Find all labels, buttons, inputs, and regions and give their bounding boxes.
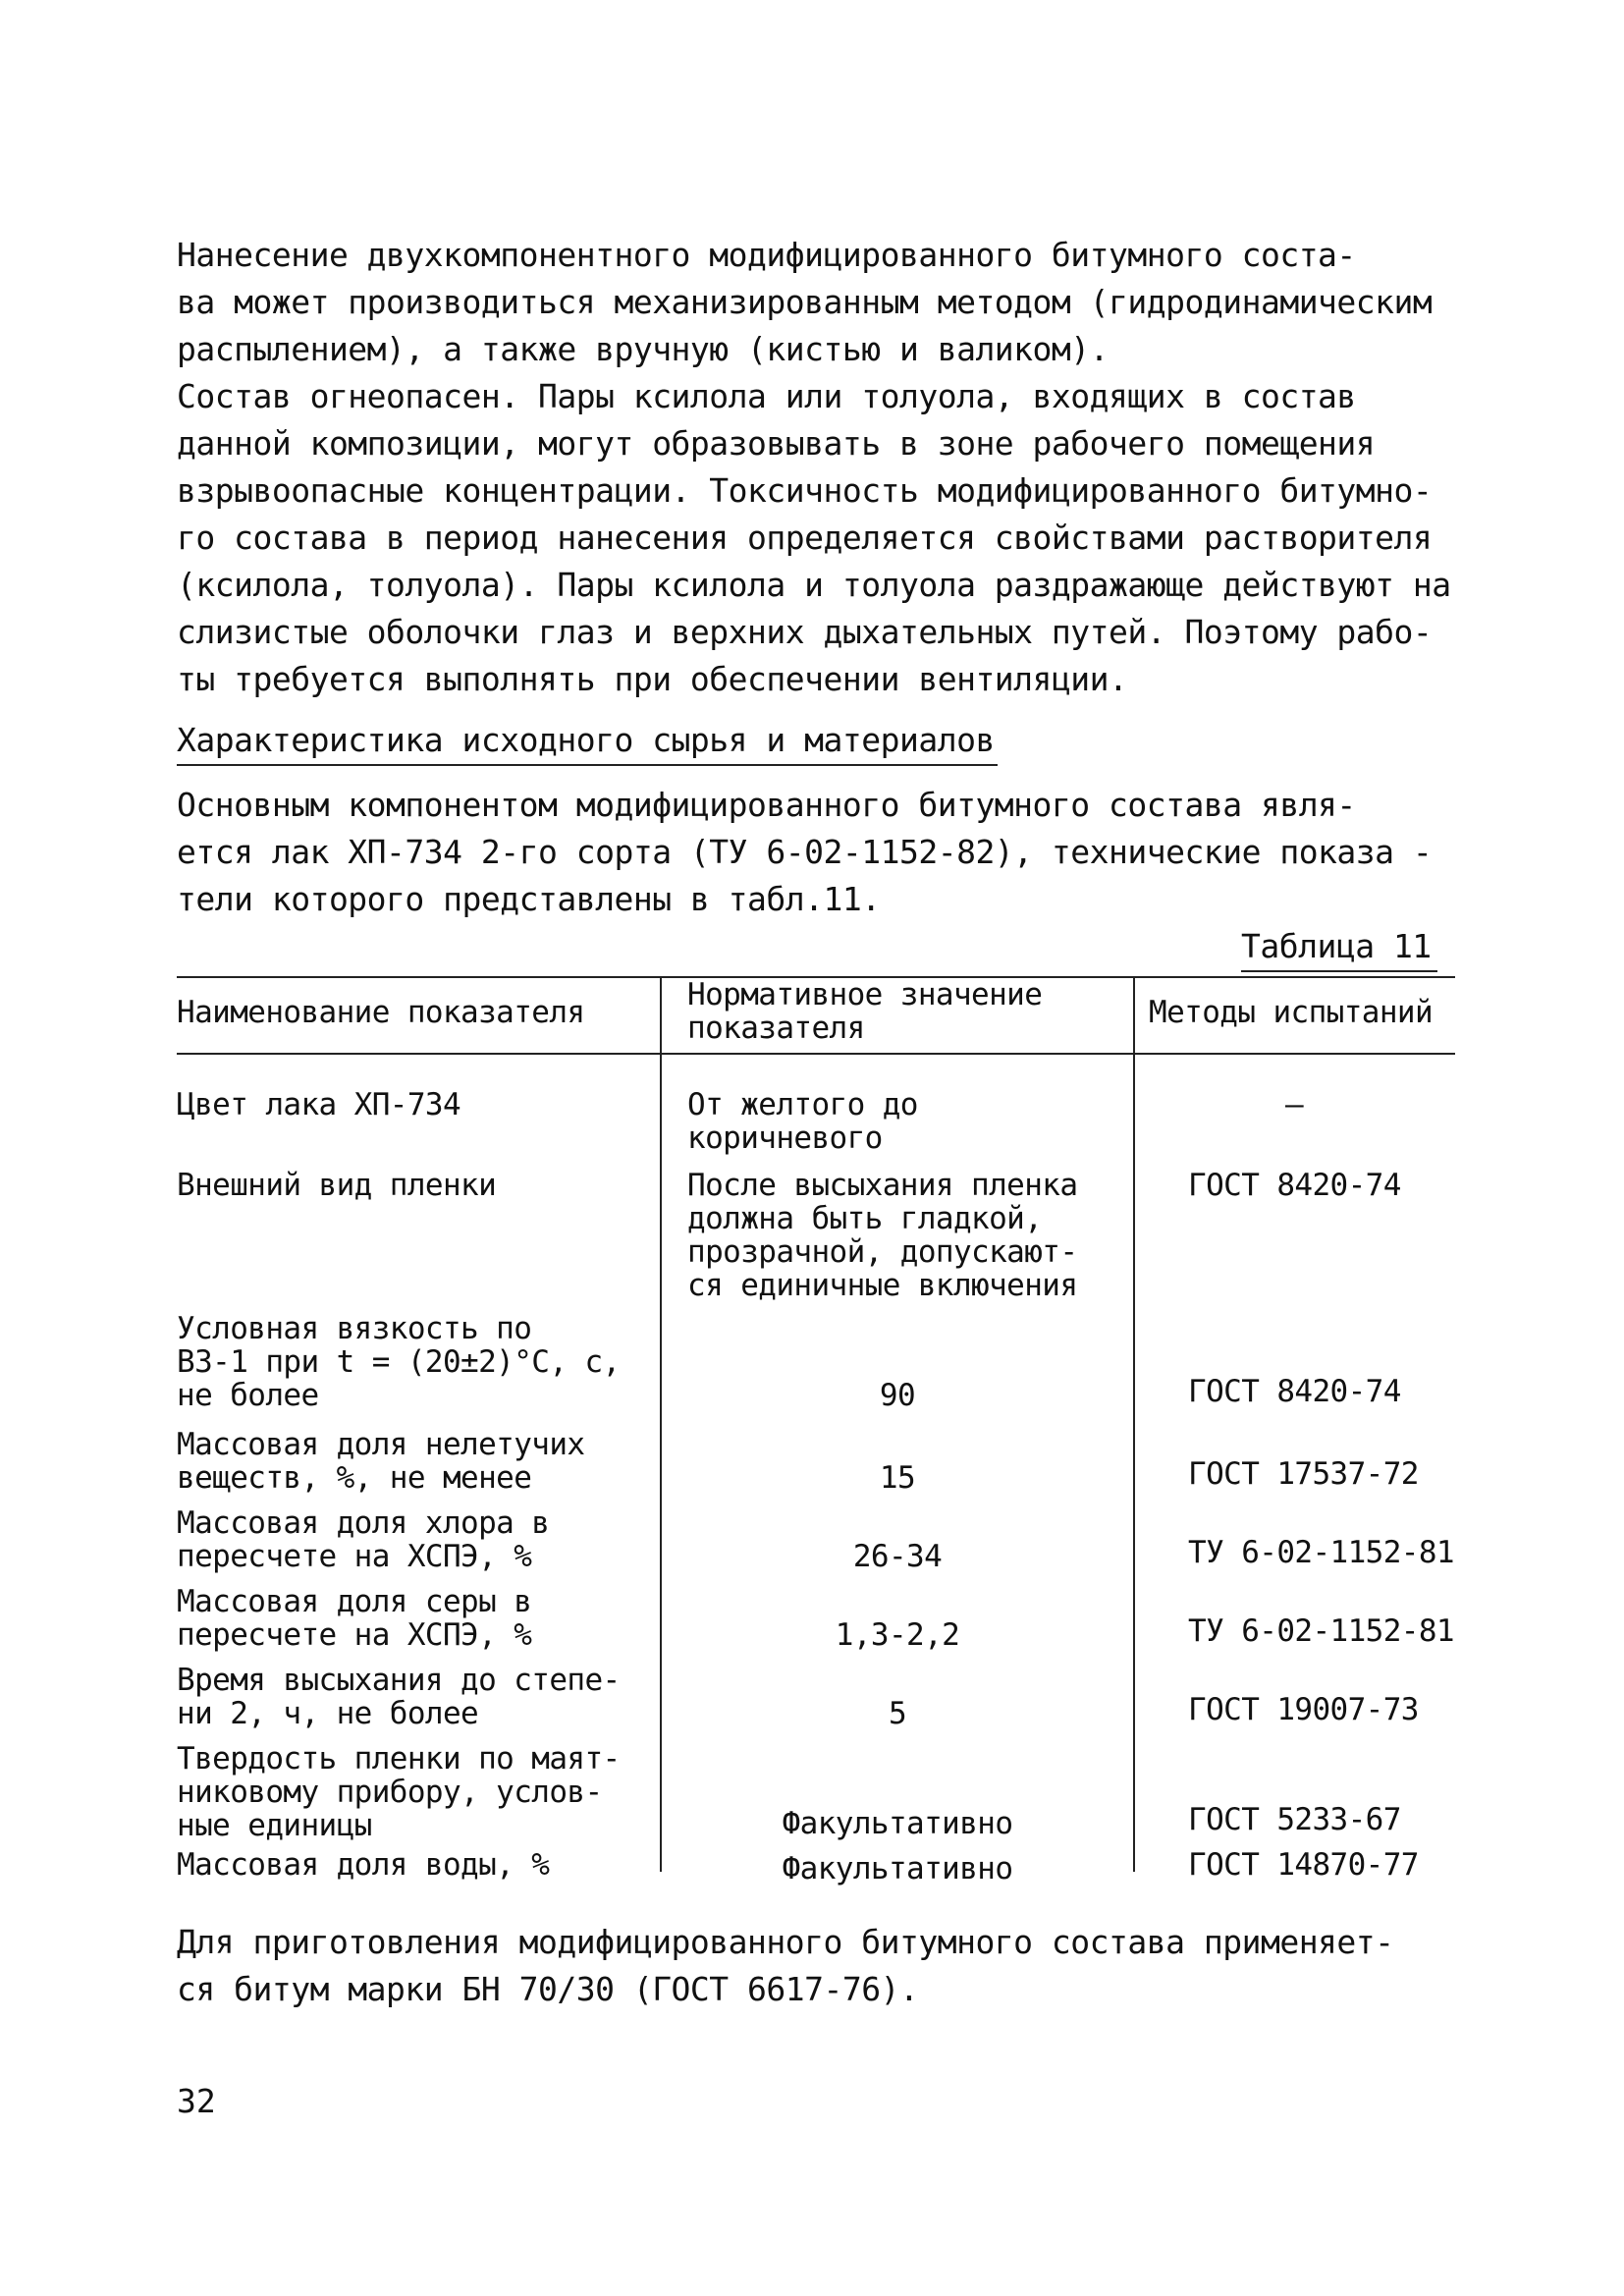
table-cell-value: 1,3-2,2: [835, 1617, 960, 1653]
table-cell-name: Массовая доля нелетучих веществ, %, не менее: [177, 1427, 585, 1496]
table-cell-name: Внешний вид пленки: [177, 1168, 497, 1203]
table-cell-method: ГОСТ 19007-73: [1188, 1692, 1419, 1727]
table-cell-value: 90: [879, 1378, 916, 1413]
paragraph-fire-hazard: Состав огнеопасен. Пары ксилола или толуола, входящих в состав данной композиции, могут образовывать в зоне рабочего помещения взрывоопасные концентрации. Токсичность модифицированного битумно- го состава в период нанесения определяется свойствами растворителя (ксилола, толуола). Пары ксилола и толуола раздражающе действуют на слизистые оболочки глаз и верхних дыхательных путей. Поэтому рабо- ты требуется выполнять при обеспечении вентиляции.: [177, 377, 1451, 698]
table-cell-method: ГОСТ 14870-77: [1188, 1847, 1419, 1883]
table-cell-value: От желтого до коричневого: [687, 1087, 918, 1156]
table-cell-name: Массовая доля воды, %: [177, 1847, 550, 1883]
table-cell-name: Массовая доля хлора в пересчете на ХСПЭ, %: [177, 1505, 550, 1574]
table-cell-method: ГОСТ 8420-74: [1188, 1168, 1401, 1203]
table-cell-name: Условная вязкость по ВЗ-1 при t = (20±2)°С, с, не более: [177, 1311, 621, 1413]
section-heading: Характеристика исходного сырья и материалов: [177, 719, 998, 766]
table-column-divider: [1133, 976, 1135, 1872]
table-cell-value: 15: [879, 1460, 916, 1496]
table-cell-value: 5: [888, 1696, 907, 1731]
table-cell-name: Твердость пленки по маят- никовому прибору, услов- ные единицы: [177, 1741, 621, 1843]
table-header-rule: [177, 1053, 1455, 1055]
table-cell-value: 26-34: [852, 1539, 943, 1574]
page-number: 32: [177, 2082, 216, 2120]
table-cell-method: ГОСТ 8420-74: [1188, 1374, 1401, 1409]
table-cell-name: Цвет лака ХП-734: [177, 1087, 461, 1122]
table-cell-method: ТУ 6-02-1152-81: [1188, 1613, 1454, 1649]
table-cell-value: Факультативно: [782, 1851, 1013, 1886]
table-cell-method: ГОСТ 5233-67: [1188, 1802, 1401, 1837]
table-header-value: Нормативное значение показателя: [687, 977, 1043, 1046]
table-cell-value: Факультативно: [782, 1806, 1013, 1841]
table-cell-method: ГОСТ 17537-72: [1188, 1456, 1419, 1492]
paragraph-bitumen-grade: Для приготовления модифицированного битумного состава применяет- ся битум марки БН 70/30 (ГОСТ 6617-76).: [177, 1923, 1394, 2008]
table-cell-name: Время высыхания до степе- ни 2, ч, не более: [177, 1663, 621, 1731]
paragraph-main-component: Основным компонентом модифицированного битумного состава явля- ется лак ХП-734 2-го сорта (ТУ 6-02-1152-82), технические показа - тели которого представлены в табл.11.: [177, 786, 1433, 918]
table-header-name: Наименование показателя: [177, 995, 585, 1030]
paragraph-application-method: Нанесение двухкомпонентного модифицированного битумного соста- ва может производиться механизированным методом (гидродинамическим распылением), а также вручную (кистью и валиком).: [177, 236, 1433, 368]
table-column-divider: [660, 976, 662, 1872]
table-cell-method: ТУ 6-02-1152-81: [1188, 1535, 1454, 1570]
table-cell-value: После высыхания пленка должна быть гладкой, прозрачной, допускают- ся единичные включения: [687, 1168, 1078, 1303]
table-cell-method: –: [1284, 1087, 1304, 1122]
table-caption: Таблица 11: [1241, 925, 1437, 972]
table-cell-name: Массовая доля серы в пересчете на ХСПЭ, %: [177, 1584, 532, 1653]
table-header-method: Методы испытаний: [1149, 995, 1434, 1030]
